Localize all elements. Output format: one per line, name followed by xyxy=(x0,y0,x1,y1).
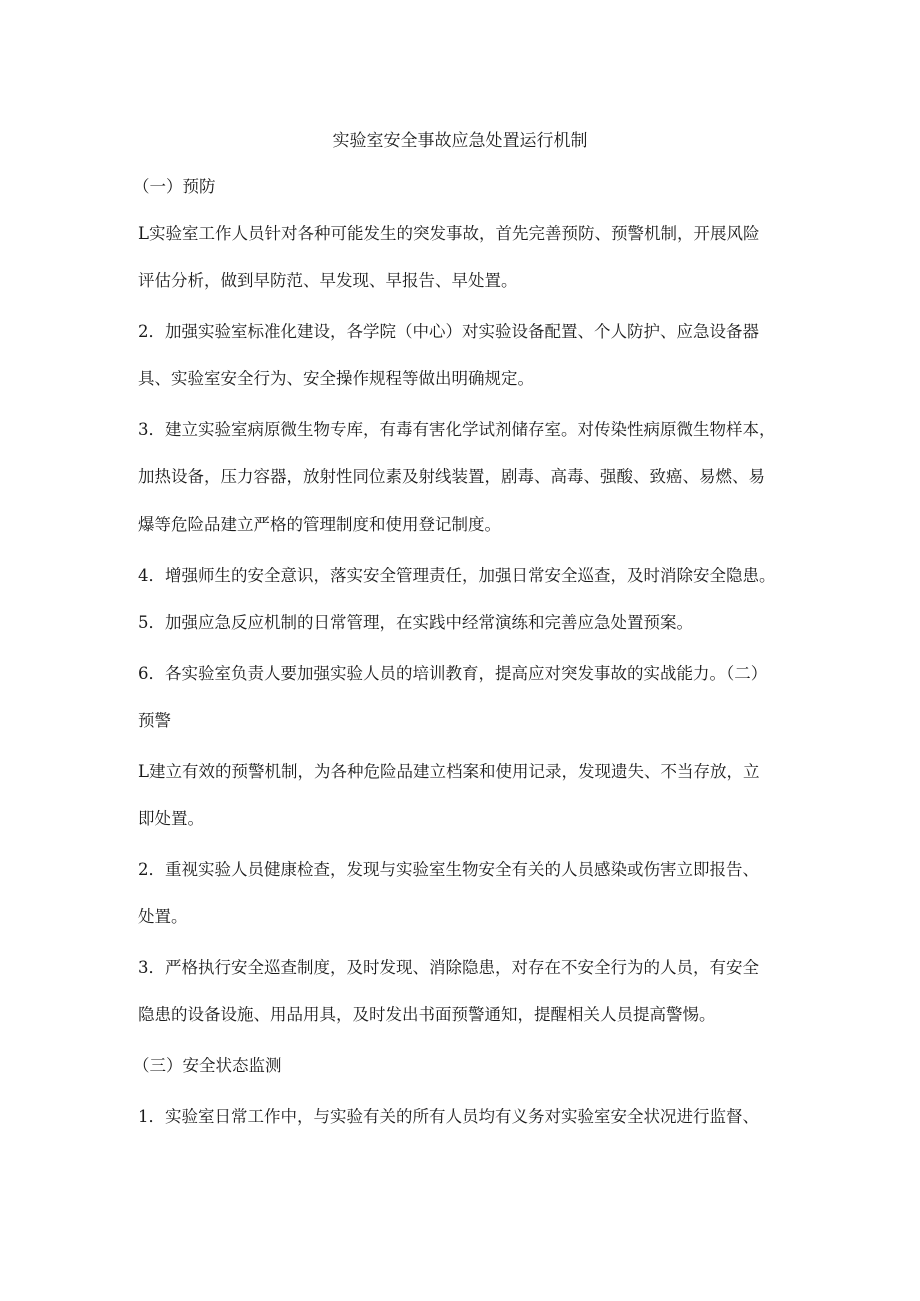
paragraph-line: 3．建立实验室病原微生物专库，有毒有害化学试剂储存室。对传染性病原微生物样本， xyxy=(138,420,776,439)
paragraph-line: 6．各实验室负责人要加强实验人员的培训教育，提高应对突发事故的实战能力。（二） xyxy=(138,664,768,683)
paragraph-line: L实验室工作人员针对各种可能发生的突发事故，首先完善预防、预警机制，开展风险 xyxy=(138,224,760,243)
paragraph-line: 即处置。 xyxy=(138,809,204,828)
document-title: 实验室安全事故应急处置运行机制 xyxy=(332,131,588,151)
paragraph-line: 4．增强师生的安全意识，落实安全管理责任，加强日常安全巡查，及时消除安全隐患。 xyxy=(138,566,776,585)
paragraph-line: 评估分析，做到早防范、早发现、早报告、早处置。 xyxy=(138,271,518,290)
section-heading-prevention: （一）预防 xyxy=(133,177,216,196)
section-heading-monitoring: （三）安全状态监测 xyxy=(133,1056,282,1075)
paragraph-line: 加热设备，压力容器，放射性同位素及射线装置，剧毒、高毒、强酸、致癌、易燃、易 xyxy=(138,467,765,486)
section-heading-warning: 预警 xyxy=(138,711,171,730)
paragraph-line: 3．严格执行安全巡查制度，及时发现、消除隐患，对存在不安全行为的人员，有安全 xyxy=(138,958,759,977)
paragraph-line: 处置。 xyxy=(138,907,188,926)
paragraph-line: 5．加强应急反应机制的日常管理，在实践中经常演练和完善应急处置预案。 xyxy=(138,613,693,632)
paragraph-line: 1．实验室日常工作中，与实验有关的所有人员均有义务对实验室安全状况进行监督、 xyxy=(138,1107,759,1126)
paragraph-line: L建立有效的预警机制，为各种危险品建立档案和使用记录，发现遗失、不当存放，立 xyxy=(138,762,760,781)
paragraph-line: 2．加强实验室标准化建设，各学院（中心）对实验设备配置、个人防护、应急设备器 xyxy=(138,322,759,341)
paragraph-line: 隐患的设备设施、用品用具，及时发出书面预警通知，提醒相关人员提高警惕。 xyxy=(138,1005,716,1024)
paragraph-line: 爆等危险品建立严格的管理制度和使用登记制度。 xyxy=(138,515,501,534)
paragraph-line: 2．重视实验人员健康检查，发现与实验室生物安全有关的人员感染或伤害立即报告、 xyxy=(138,860,759,879)
paragraph-line: 具、实验室安全行为、安全操作规程等做出明确规定。 xyxy=(138,369,534,388)
